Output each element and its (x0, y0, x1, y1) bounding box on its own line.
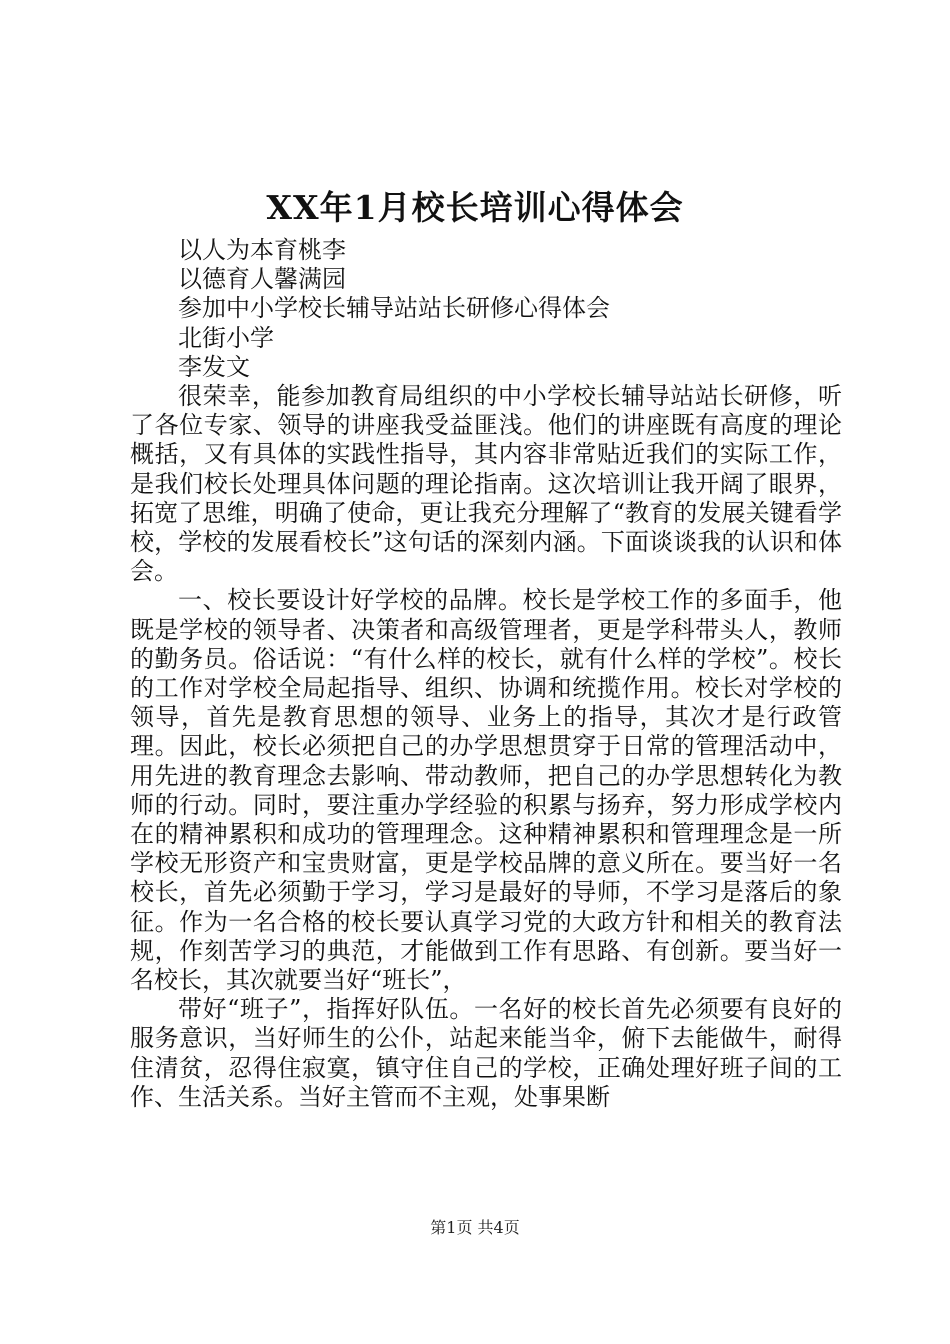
paragraph-school: 北街小学 (178, 323, 274, 352)
document-body (130, 236, 842, 1112)
document-title: XX年1月校长培训心得体会 (266, 188, 684, 227)
paragraph-section-1: 一、校长要设计好学校的品牌。校长是学校工作的多面手，他既是学校的领导者、决策者和高级管理者，更是学科带头人，教师的勤务员。俗话说：“有什么样的校长，就有什么样的学校”。校长的工作对学校全局起指导、组织、协调和统揽作用。校长对学校的领导，首先是教育思想的领导、业务上的指导，其次才是行政管理。因此，校长必须把自己的办学思想贯穿于日常的管理活动中，用先进的教育理念去影响、带动教师，把自己的办学思想转化为教师的行动。同时，要注重办学经验的积累与扬弃，努力形成学校内在的精神累积和成功的管理理念。这种精神累积和管理理念是一所学校无形资产和宝贵财富，更是学校品牌的意义所在。要当好一名校长，首先必须勤于学习，学习是最好的导师，不学习是落后的象征。作为一名合格的校长要认真学习党的大政方针和相关的教育法规，作刻苦学习的典范，才能做到工作有思路、有创新。要当好一名校长，其次就要当好“班长”， (130, 586, 842, 995)
paragraph-motto-1: 以人为本育桃李 (178, 236, 346, 264)
paragraph-section-1-continued: 带好“班子”，指挥好队伍。一名好的校长首先必须要有良好的服务意识，当好师生的公仆，站起来能当伞，俯下去能做牛，耐得住清贫，忍得住寂寞，镇守住自己的学校，正确处理好班子间的工作、生活关系。当好主管而不主观，处事果断 (130, 995, 842, 1111)
paragraph-motto-2: 以德育人馨满园 (178, 265, 346, 294)
page-number: 第1页 共4页 (430, 1218, 520, 1237)
paragraph-author: 李发文 (178, 352, 250, 381)
paragraph-intro: 很荣幸，能参加教育局组织的中小学校长辅导站站长研修，听了各位专家、领导的讲座我受益匪浅。他们的讲座既有高度的理论概括，又有具体的实践性指导，其内容非常贴近我们的实际工作，是我们校长处理具体问题的理论指南。这次培训让我开阔了眼界，拓宽了思维，明确了使命，更让我充分理解了“教育的发展关键看学校，学校的发展看校长”这句话的深刻内涵。下面谈谈我的认识和体会。 (130, 382, 842, 586)
paragraph-subtitle: 参加中小学校长辅导站站长研修心得体会 (178, 294, 610, 323)
